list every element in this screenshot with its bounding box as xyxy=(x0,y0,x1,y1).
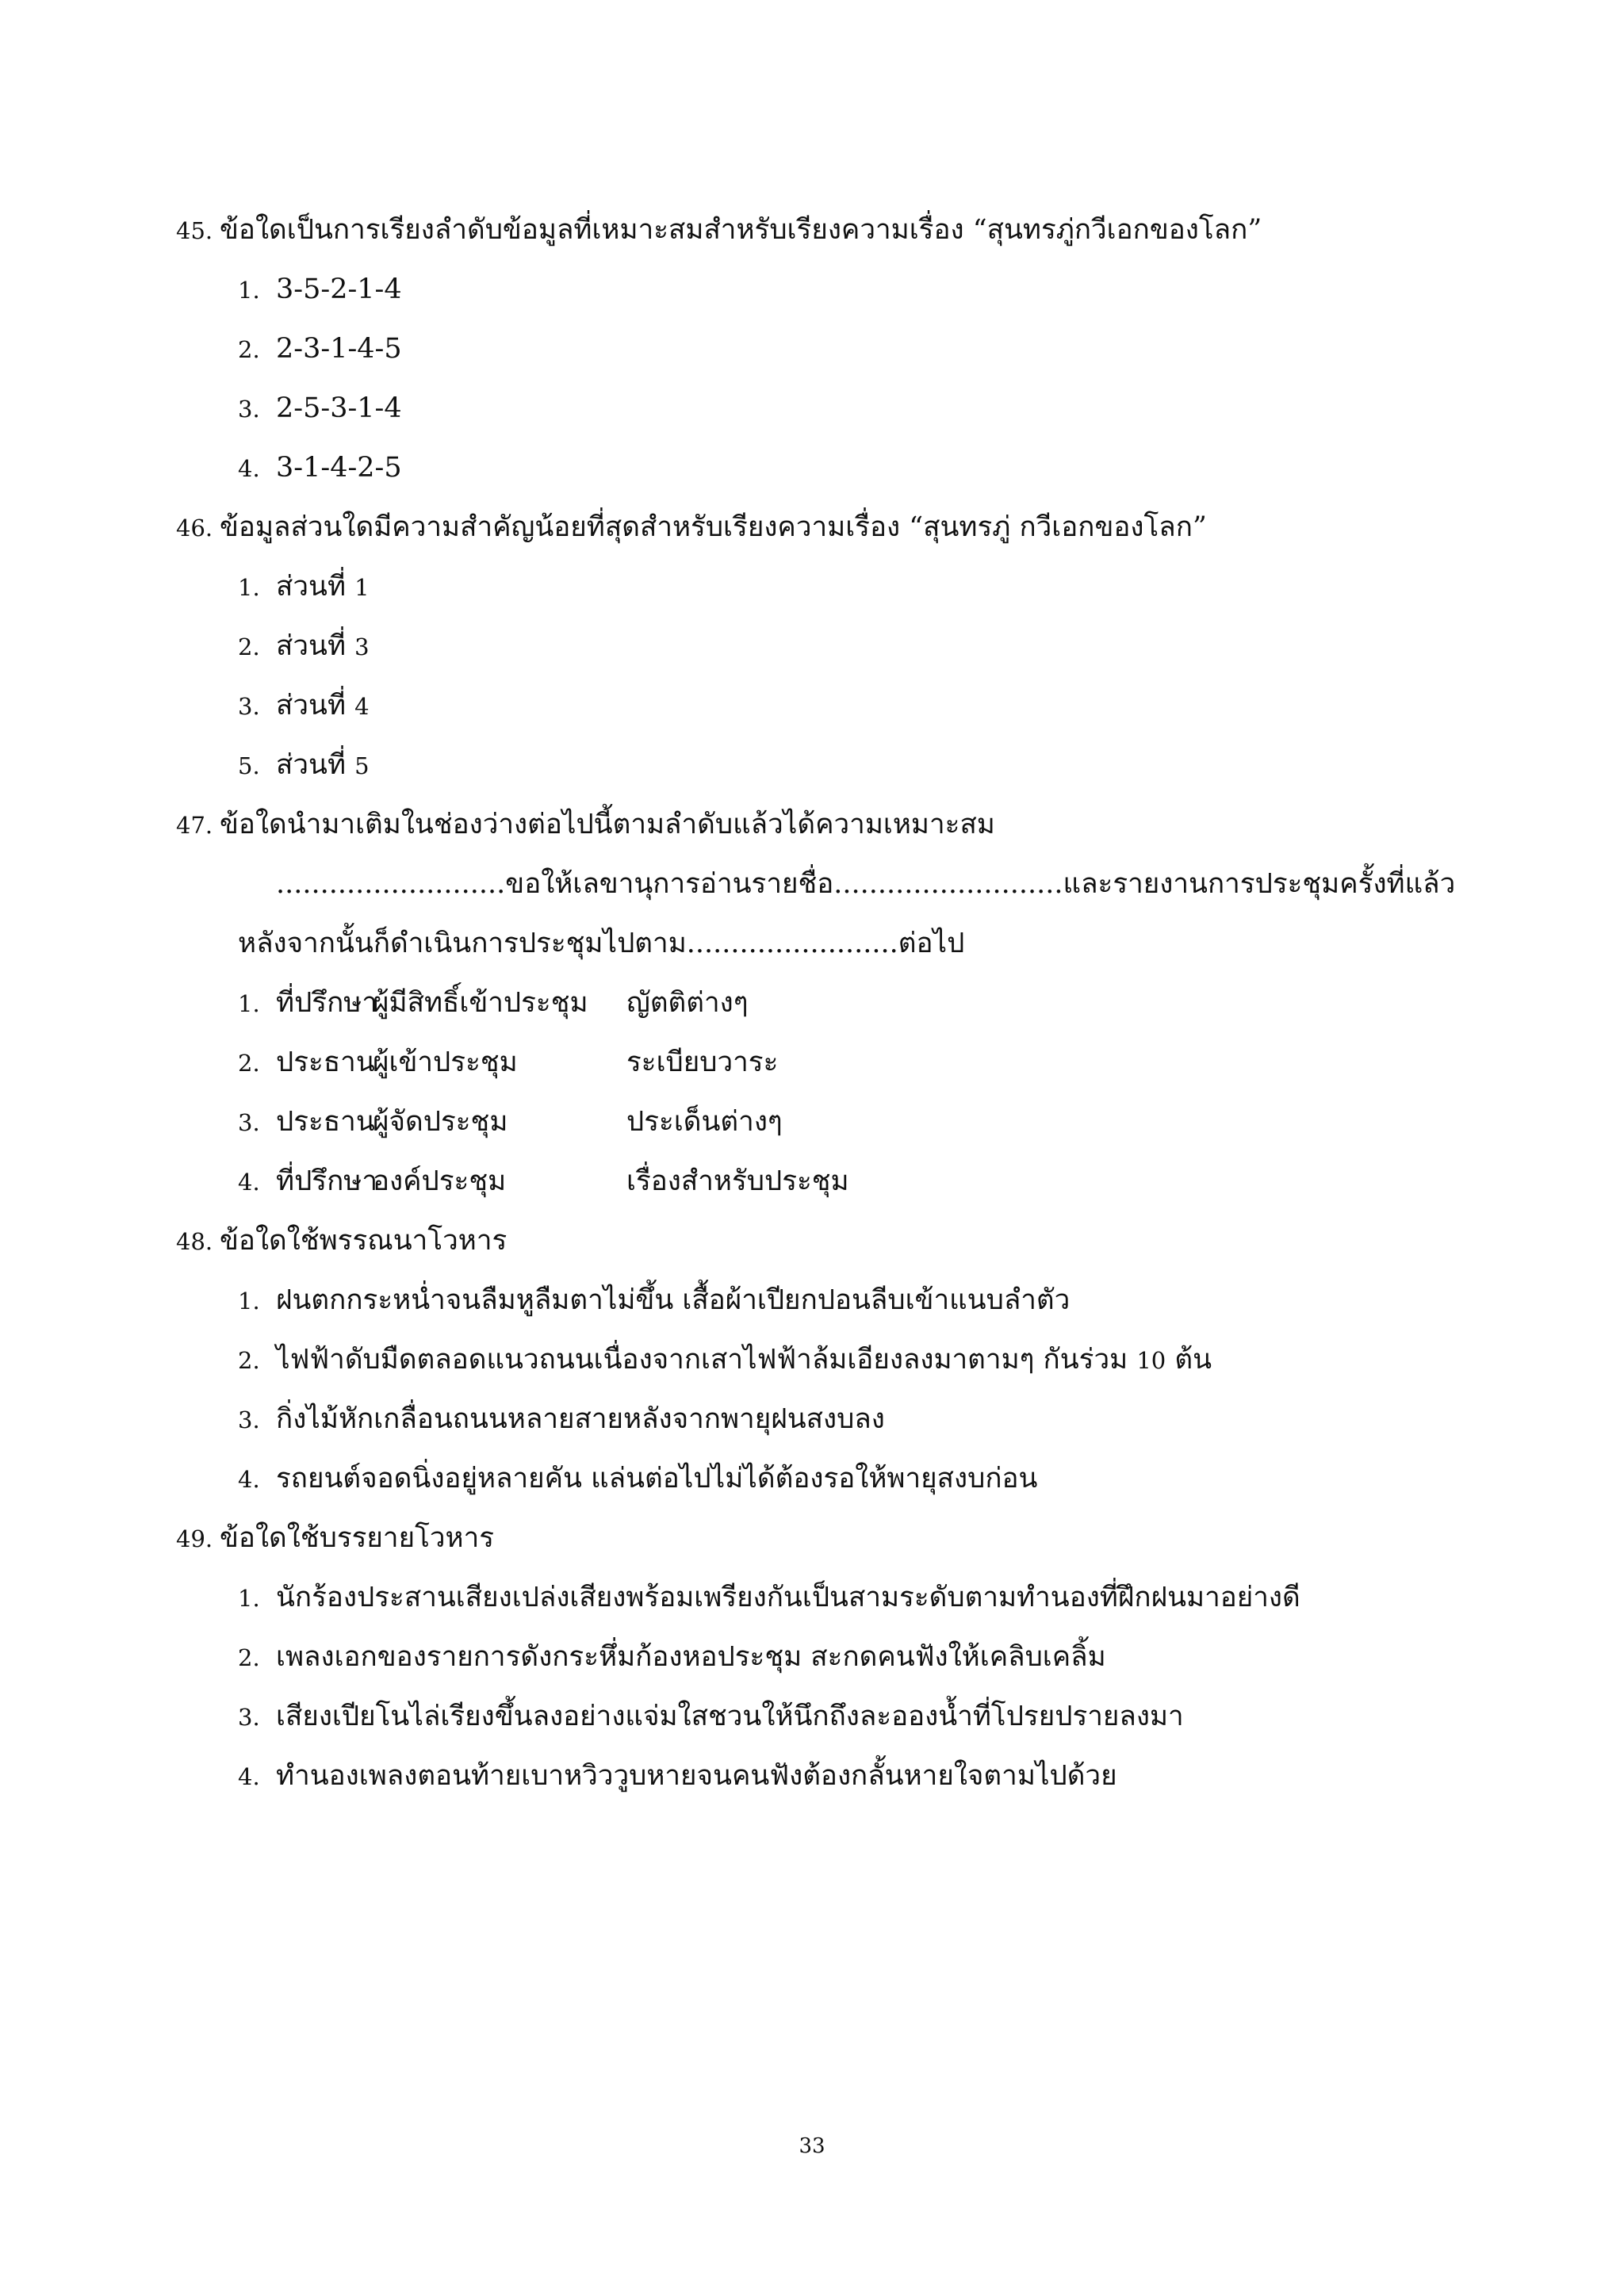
option-col-2: ผู้เข้าประชุม xyxy=(373,1047,518,1078)
option-number: 4. xyxy=(238,1466,260,1493)
question-text: ข้อใดนำมาเติมในช่องว่างต่อไปนี้ตามลำดับแล้วได้ความเหมาะสม xyxy=(220,809,995,840)
option-49-2 xyxy=(238,1637,1106,1677)
option-49-1 xyxy=(238,1578,1300,1617)
option-number: 2. xyxy=(238,633,260,660)
question-text: ข้อใดใช้พรรณนาโวหาร xyxy=(220,1225,508,1257)
option-49-3 xyxy=(238,1697,1184,1736)
question-47 xyxy=(176,805,995,844)
option-col-3: ประเด็นต่างๆ xyxy=(626,1106,783,1138)
passage-line-1: ..........................ขอให้เลขานุการอ่านรายชื่อ..........................และรายงานการประชุมครั้งที่แล้ว xyxy=(276,868,1456,900)
option-text: ส่วนที่ xyxy=(276,630,347,662)
option-col-3: ระเบียบวาระ xyxy=(626,1047,779,1078)
option-46-4 xyxy=(238,745,370,785)
option-text: กิ่งไม้หักเกลื่อนถนนหลายสายหลังจากพายุฝนสงบลง xyxy=(276,1403,885,1435)
option-49-4 xyxy=(238,1756,1117,1796)
option-number: 4. xyxy=(238,1763,260,1790)
option-text: ส่วนที่ xyxy=(276,690,347,721)
option-45-4 xyxy=(238,448,402,488)
option-col-1: ประธาน xyxy=(276,1106,375,1138)
option-number: 4. xyxy=(238,455,260,482)
option-col-1: ที่ปรึกษา xyxy=(276,987,378,1019)
option-number: 3. xyxy=(238,1704,260,1731)
option-45-2 xyxy=(238,329,402,369)
option-text: 2-5-3-1-4 xyxy=(276,392,402,424)
option-text: นักร้องประสานเสียงเปล่งเสียงพร้อมเพรียงกันเป็นสามระดับตามทำนองที่ฝึกฝนมาอย่างดี xyxy=(276,1582,1300,1613)
option-number: 3. xyxy=(238,396,260,423)
option-text: รถยนต์จอดนิ่งอยู่หลายคัน แล่นต่อไปไม่ได้ต้องรอให้พายุสงบก่อน xyxy=(276,1463,1038,1494)
question-46 xyxy=(176,507,1207,547)
option-number: 1. xyxy=(238,1585,260,1612)
option-number: 5. xyxy=(238,752,260,779)
option-46-2 xyxy=(238,626,370,666)
option-48-3 xyxy=(238,1399,885,1439)
question-number: 45. xyxy=(176,217,213,244)
option-value: 1 xyxy=(354,574,370,601)
option-value: 10 xyxy=(1136,1347,1166,1374)
question-number: 48. xyxy=(176,1228,213,1255)
option-number: 2. xyxy=(238,1050,260,1077)
question-49 xyxy=(176,1518,494,1558)
option-48-1 xyxy=(238,1280,1070,1320)
option-text: ไฟฟ้าดับมืดตลอดแนวถนนเนื่องจากเสาไฟฟ้าล้มเอียงลงมาตามๆ กันร่วม xyxy=(276,1344,1128,1376)
option-45-1 xyxy=(238,270,402,309)
option-text: ทำนองเพลงตอนท้ายเบาหวิววูบหายจนคนฟังต้องกลั้นหายใจตามไปด้วย xyxy=(276,1760,1117,1792)
question-text: ข้อใดเป็นการเรียงลำดับข้อมูลที่เหมาะสมสำหรับเรียงความเรื่อง “สุนทรภู่กวีเอกของโลก” xyxy=(220,214,1262,246)
question-48 xyxy=(176,1221,507,1261)
option-number: 1. xyxy=(238,574,260,601)
option-text: เพลงเอกของรายการดังกระหึ่มก้องหอประชุม สะกดคนฟังให้เคลิบเคลิ้ม xyxy=(276,1641,1106,1673)
option-col-3: เรื่องสำหรับประชุม xyxy=(626,1165,849,1197)
question-number: 46. xyxy=(176,515,213,541)
option-45-3 xyxy=(238,388,402,428)
option-46-1 xyxy=(238,567,370,607)
option-47-2 xyxy=(238,1043,952,1082)
option-number: 2. xyxy=(238,1644,260,1671)
option-48-2 xyxy=(238,1340,1212,1380)
option-value: 5 xyxy=(354,752,370,779)
option-47-1 xyxy=(238,983,952,1023)
option-value: 3 xyxy=(354,633,370,660)
option-text: เสียงเปียโนไล่เรียงขึ้นลงอย่างแจ่มใสชวนให้นึกถึงละอองน้ำที่โปรยปรายลงมา xyxy=(276,1701,1184,1732)
option-46-3 xyxy=(238,686,370,725)
option-col-2: องค์ประชุม xyxy=(373,1165,507,1197)
option-48-4 xyxy=(238,1459,1037,1498)
option-col-1: ที่ปรึกษา xyxy=(276,1165,378,1197)
question-number: 49. xyxy=(176,1525,213,1552)
option-text: 3-1-4-2-5 xyxy=(276,452,402,484)
option-number: 1. xyxy=(238,1288,260,1314)
question-number: 47. xyxy=(176,812,213,839)
question-45 xyxy=(176,210,1262,250)
option-value: 4 xyxy=(354,693,370,720)
option-47-3 xyxy=(238,1102,952,1142)
option-col-2: ผู้มีสิทธิ์เข้าประชุม xyxy=(373,987,588,1019)
option-number: 3. xyxy=(238,1109,260,1136)
option-number: 1. xyxy=(238,990,260,1017)
passage-line-2: หลังจากนั้นก็ดำเนินการประชุมไปตาม........................ต่อไป xyxy=(238,928,965,959)
option-col-2: ผู้จัดประชุม xyxy=(373,1106,508,1138)
option-47-4 xyxy=(238,1161,952,1201)
option-number: 3. xyxy=(238,1406,260,1433)
question-text: ข้อใดใช้บรรยายโวหาร xyxy=(220,1522,495,1554)
option-text: 2-3-1-4-5 xyxy=(276,333,402,365)
option-number: 2. xyxy=(238,336,260,363)
page-number: 33 xyxy=(799,2134,825,2158)
option-text: ส่วนที่ xyxy=(276,571,347,603)
option-col-1: ประธาน xyxy=(276,1047,375,1078)
option-number: 2. xyxy=(238,1347,260,1374)
option-number: 4. xyxy=(238,1169,260,1196)
option-text: ฝนตกกระหน่ำจนลืมหูลืมตาไม่ขึ้น เสื้อผ้าเปียกปอนลีบเข้าแนบลำตัว xyxy=(276,1284,1071,1316)
question-text: ข้อมูลส่วนใดมีความสำคัญน้อยที่สุดสำหรับเรียงความเรื่อง “สุนทรภู่ กวีเอกของโลก” xyxy=(220,511,1207,543)
option-number: 1. xyxy=(238,277,260,304)
option-text: ส่วนที่ xyxy=(276,749,347,781)
option-number: 3. xyxy=(238,693,260,720)
option-text-tail: ต้น xyxy=(1174,1344,1212,1376)
option-col-3: ญัตติต่างๆ xyxy=(626,987,749,1019)
option-text: 3-5-2-1-4 xyxy=(276,274,402,305)
